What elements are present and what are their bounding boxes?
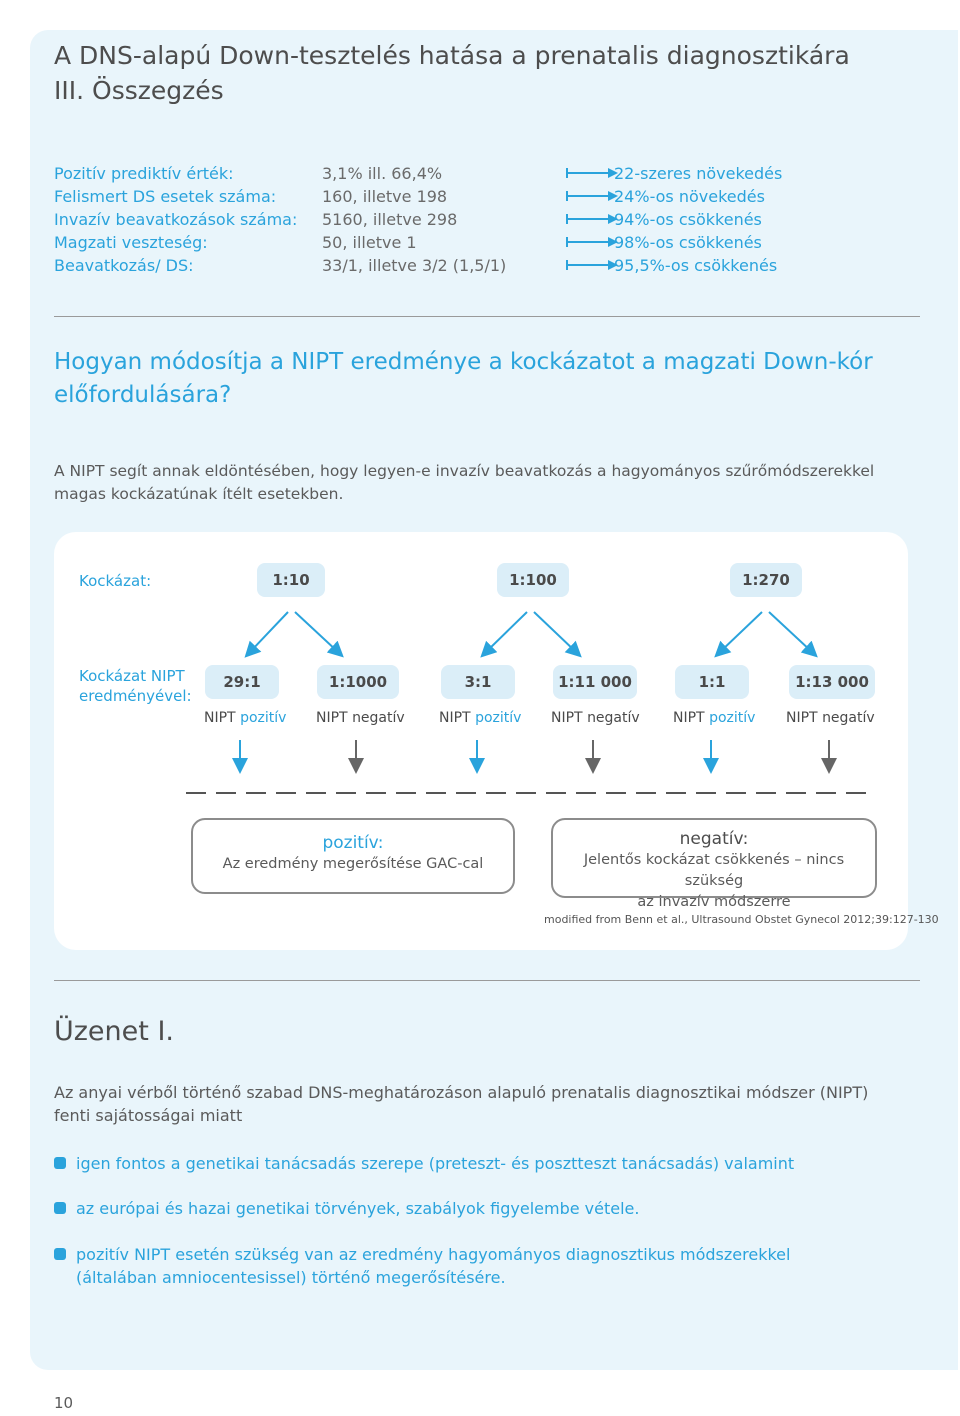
nipt-status-label: NIPT negatív <box>316 710 405 726</box>
negative-outcome-title: negatív: <box>679 829 749 849</box>
bullet-text: igen fontos a genetikai tanácsadás szerepe (preteszt- és posztteszt tanácsadás) valamint <box>76 1154 795 1173</box>
message-title: Üzenet I. <box>54 1016 174 1047</box>
page-number: 10 <box>54 1394 74 1412</box>
summary-value: 50, illetve 1 <box>322 233 417 252</box>
section-heading: Hogyan módosítja a NIPT eredménye a kockázatot a magzati Down-kór előfordulására? <box>54 349 873 408</box>
split-arrow <box>295 612 338 652</box>
risk-value-pill: 1:270 <box>730 563 802 597</box>
nipt-status-label: NIPT negatív <box>786 710 875 726</box>
section-divider <box>54 980 920 981</box>
summary-value: 160, illetve 198 <box>322 187 448 206</box>
negative-outcome-desc-line1: Jelentős kockázat csökkenés – nincs szükség <box>583 852 845 889</box>
summary-result: 94%-os csökkenés <box>614 210 762 229</box>
split-arrow <box>534 612 576 652</box>
risk-label: Kockázat: <box>79 572 152 590</box>
summary-value: 3,1% ill. 66,4% <box>322 164 443 183</box>
negative-outcome-box <box>551 818 877 910</box>
bullet-icon <box>54 1248 66 1260</box>
nipt-result-pill: 1:1000 <box>317 665 399 699</box>
nipt-result-pill: 29:1 <box>205 665 279 699</box>
message-intro: Az anyai vérből történő szabad DNS-meghatározáson alapuló prenatalis diagnosztikai módszer (NIPT) fenti sajátosságai miatt <box>54 1083 869 1125</box>
nipt-status-label: NIPT pozitív <box>439 710 522 726</box>
nipt-result-pill: 1:11 000 <box>553 665 637 699</box>
summary-label: Felismert DS esetek száma: <box>54 187 277 206</box>
bullet-text: az európai és hazai genetikai törvények, szabályok figyelembe vétele. <box>76 1199 640 1218</box>
split-arrow <box>769 612 812 652</box>
summary-label: Invazív beavatkozások száma: <box>54 210 298 229</box>
nipt-result-pill: 1:1 <box>675 665 749 699</box>
risk-value-pill: 1:10 <box>257 563 325 597</box>
positive-outcome-desc: Az eredmény megerősítése GAC-cal <box>222 856 484 872</box>
summary-label: Pozitív prediktív érték: <box>54 164 234 183</box>
citation: modified from Benn et al., Ultrasound Obstet Gynecol 2012;39:127-130 <box>544 913 939 926</box>
split-arrow <box>486 612 527 652</box>
summary-label: Beavatkozás/ DS: <box>54 256 194 275</box>
intro-paragraph: A NIPT segít annak eldöntésében, hogy legyen-e invazív beavatkozás a hagyományos szűrőmódszerekkel magas kockázatúnak ítélt esetekben. <box>54 462 875 503</box>
nipt-result-pill: 1:13 000 <box>789 665 875 699</box>
summary-result: 24%-os növekedés <box>614 187 765 206</box>
bullet-icon <box>54 1202 66 1214</box>
risk-value-pill: 1:100 <box>497 563 569 597</box>
summary-result: 22-szeres növekedés <box>614 164 783 183</box>
positive-outcome-title: pozitív: <box>322 833 384 853</box>
negative-outcome-desc-line2: az invazív módszerre <box>637 894 791 910</box>
nipt-status-label: NIPT pozitív <box>673 710 756 726</box>
nipt-status-label: NIPT negatív <box>551 710 640 726</box>
nipt-status-label: NIPT pozitív <box>204 710 287 726</box>
bullet-text: pozitív NIPT esetén szükség van az eredmény hagyományos diagnosztikus módszerekkel (általában amniocentesissel) történő megerősítésére. <box>76 1245 791 1287</box>
summary-value: 5160, illetve 298 <box>322 210 458 229</box>
positive-outcome-box <box>191 818 515 894</box>
summary-result: 95,5%-os csökkenés <box>614 256 778 275</box>
bullet-icon <box>54 1157 66 1169</box>
split-arrow <box>720 612 762 652</box>
summary-result: 98%-os csökkenés <box>614 233 762 252</box>
nipt-result-pill: 3:1 <box>441 665 515 699</box>
summary-value: 33/1, illetve 3/2 (1,5/1) <box>322 256 507 275</box>
page-title: A DNS-alapú Down-tesztelés hatása a prenatalis diagnosztikára III. Összegzés <box>54 41 850 105</box>
summary-label: Magzati veszteség: <box>54 233 208 252</box>
split-arrow <box>250 612 288 652</box>
nipt-risk-label: Kockázat NIPT eredményével: <box>79 667 192 705</box>
